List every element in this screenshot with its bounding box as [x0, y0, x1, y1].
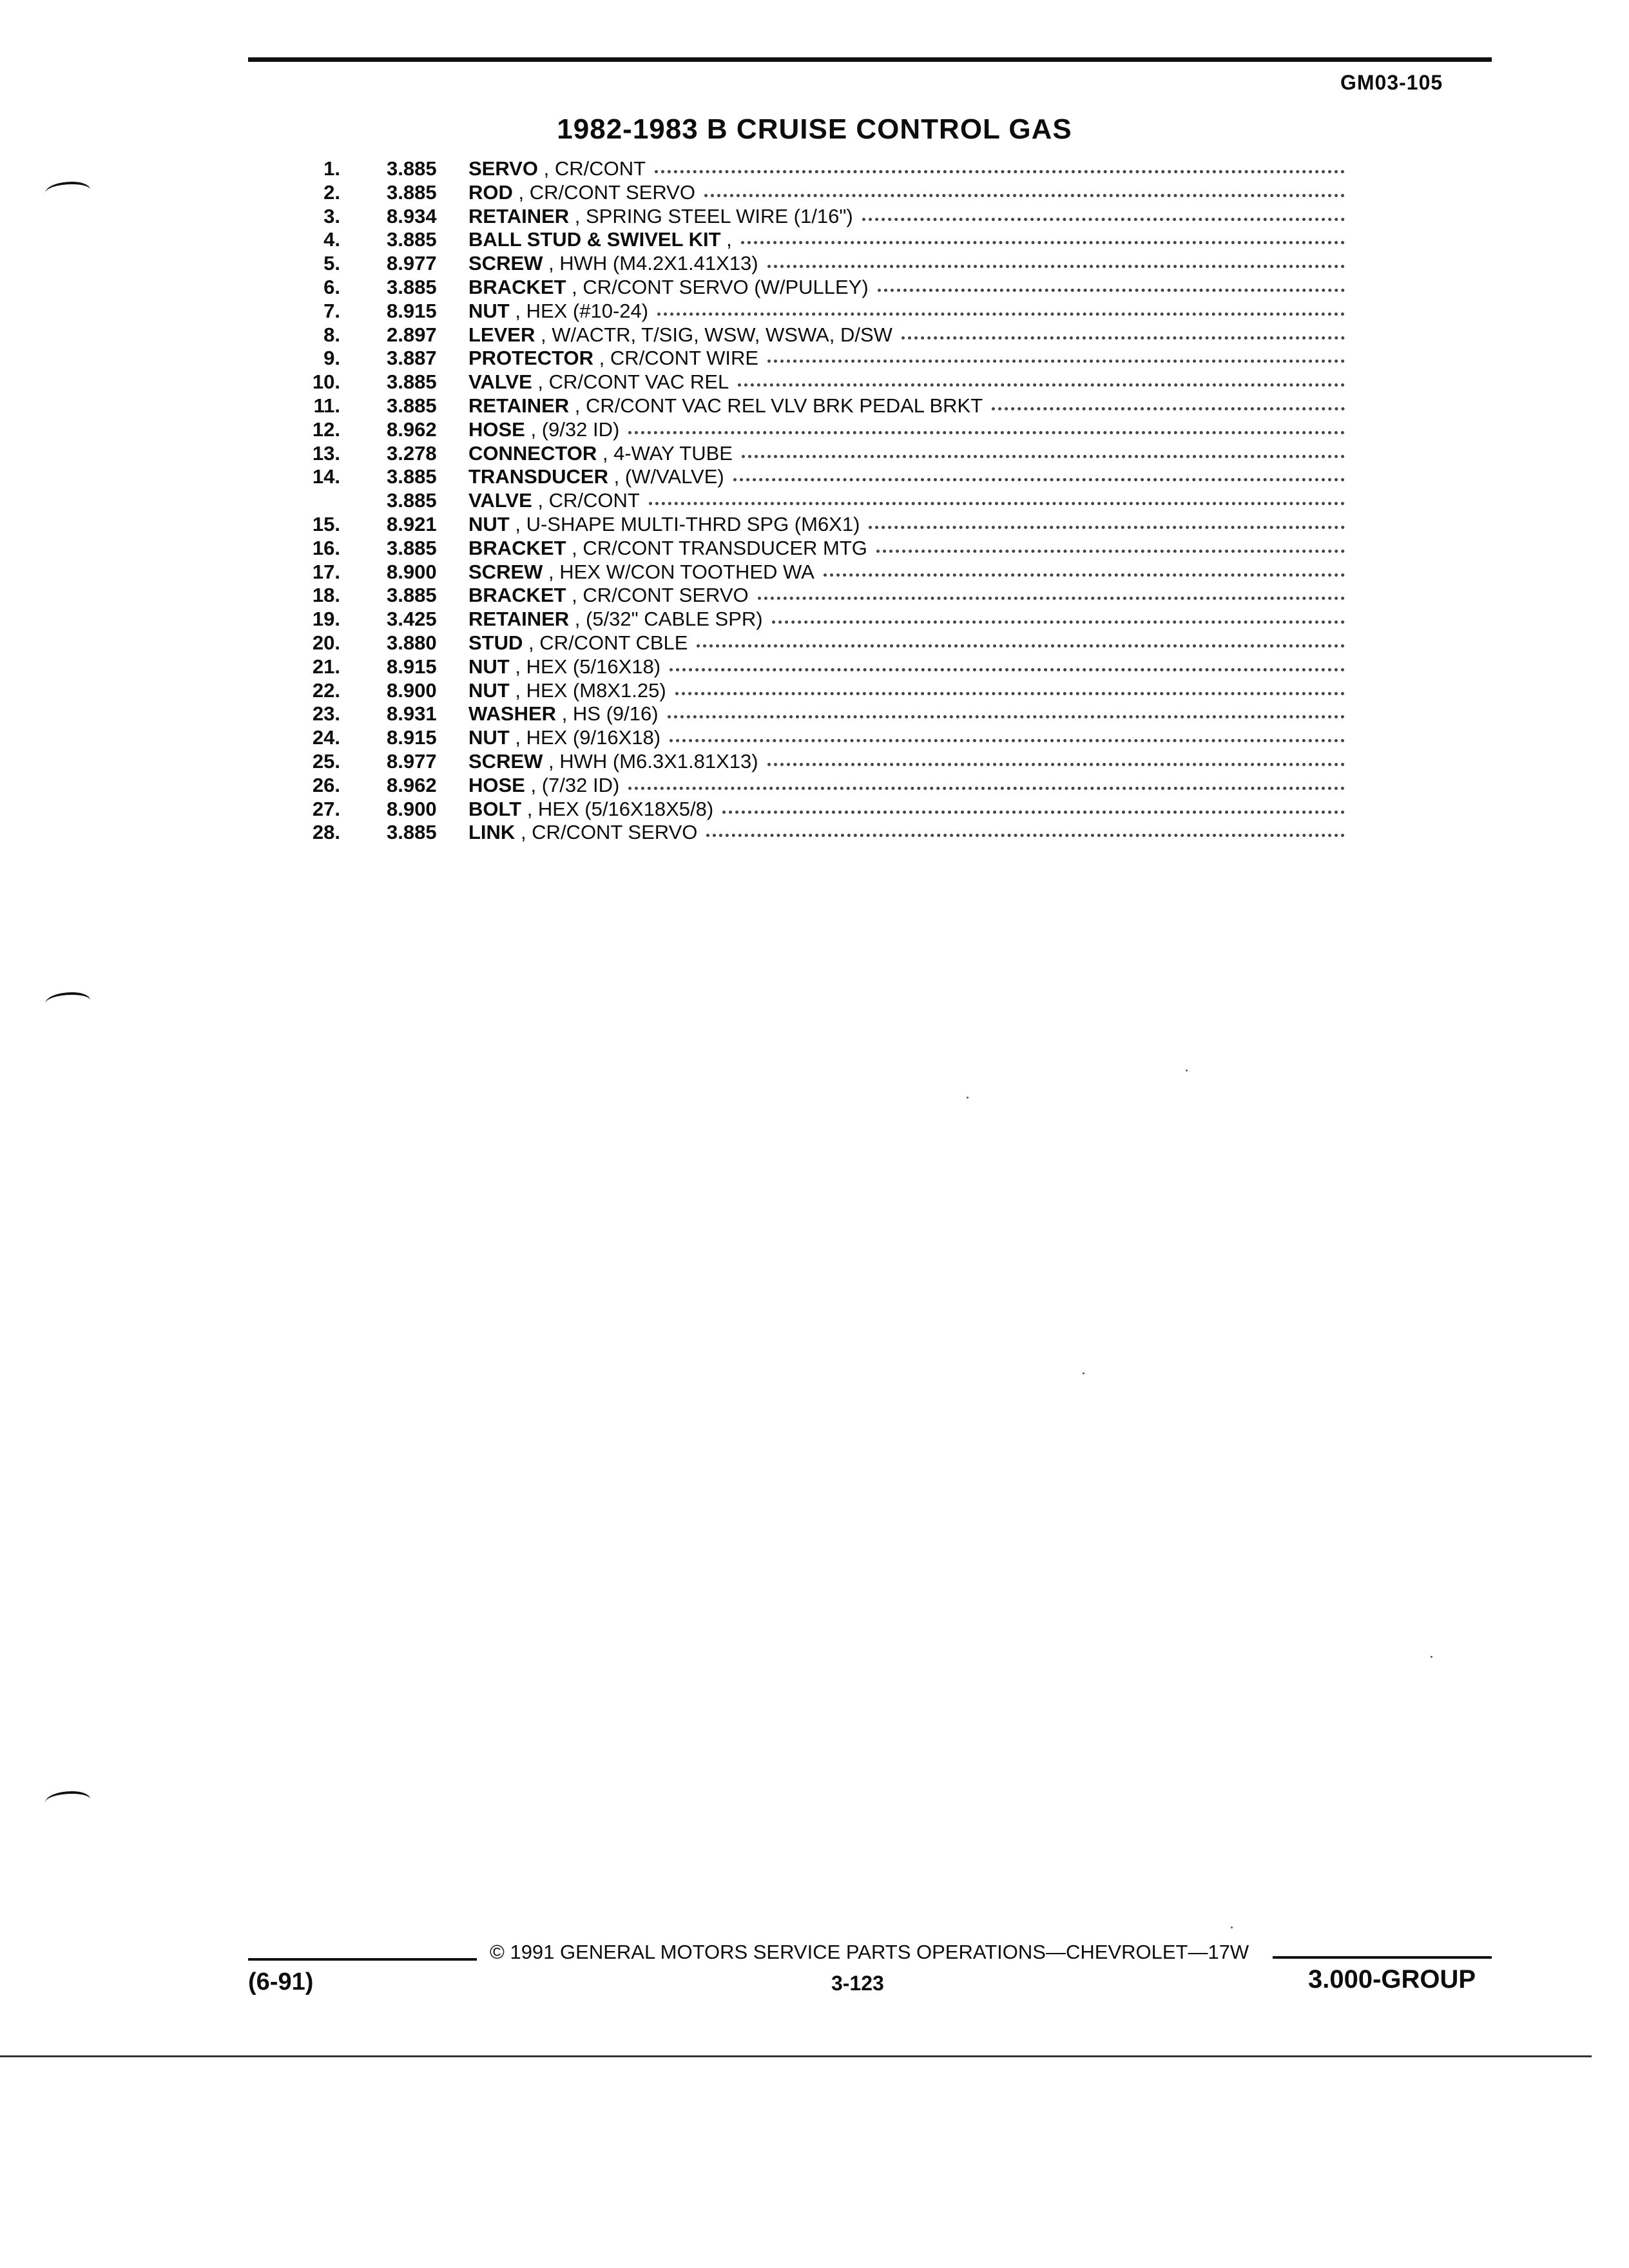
- group-number: 3.278: [387, 441, 437, 465]
- part-detail: HWH (M6.3X1.81X13): [559, 750, 758, 773]
- footer-rule-left: [248, 1958, 477, 1961]
- part-name: ROD: [468, 180, 513, 204]
- group-number: 3.885: [387, 180, 437, 204]
- dot-leader: [862, 205, 1345, 221]
- dot-leader: [628, 418, 1345, 434]
- part-name: RETAINER: [468, 204, 570, 227]
- part-detail: CR/CONT WIRE: [610, 347, 759, 370]
- item-number: 28.: [312, 821, 340, 844]
- separator: ,: [525, 773, 542, 796]
- part-detail: CR/CONT SERVO: [532, 821, 698, 844]
- part-description: [468, 608, 1345, 631]
- part-detail: CR/CONT TRANSDUCER MTG: [583, 536, 867, 559]
- separator: ,: [556, 702, 573, 726]
- item-number: 12.: [312, 418, 340, 441]
- separator: ,: [543, 750, 560, 773]
- part-description: [468, 679, 1345, 702]
- scan-speck: [1186, 1070, 1188, 1072]
- separator: ,: [597, 441, 614, 465]
- list-item: [0, 347, 1629, 370]
- separator: ,: [509, 726, 526, 749]
- part-name: NUT: [468, 513, 510, 535]
- part-detail: HEX (M8X1.25): [526, 678, 666, 702]
- separator: ,: [566, 584, 583, 607]
- dot-leader: [876, 537, 1345, 553]
- separator: ,: [509, 678, 526, 702]
- dot-leader: [649, 489, 1345, 505]
- page-title: 1982-1983 B CRUISE CONTROL GAS: [557, 113, 1072, 145]
- part-description: [468, 702, 1345, 726]
- item-number: 16.: [312, 536, 340, 559]
- dot-leader: [767, 750, 1345, 766]
- part-name: SERVO: [468, 157, 538, 180]
- separator: ,: [543, 560, 560, 583]
- part-description: [468, 537, 1345, 560]
- list-item: [0, 584, 1629, 607]
- part-name: SCREW: [468, 252, 543, 275]
- list-item: [0, 228, 1629, 251]
- group-number: 8.962: [387, 418, 437, 441]
- dot-leader: [869, 513, 1345, 529]
- page-code: GM03-105: [1340, 71, 1443, 94]
- group-number: 8.915: [387, 299, 437, 322]
- part-description: [468, 798, 1345, 821]
- separator: ,: [532, 370, 549, 394]
- separator: ,: [521, 797, 538, 820]
- group-number: 8.900: [387, 678, 437, 702]
- dot-leader: [772, 608, 1345, 624]
- item-number: 3.: [323, 204, 340, 227]
- part-description: [468, 418, 1345, 441]
- group-number: 8.934: [387, 204, 437, 227]
- dot-leader: [742, 442, 1345, 458]
- part-name: STUD: [468, 631, 523, 654]
- part-detail: CR/CONT CBLE: [539, 631, 688, 654]
- part-detail: (5/32" CABLE SPR): [586, 608, 763, 631]
- separator: ,: [523, 631, 540, 654]
- item-number: 4.: [323, 228, 340, 251]
- part-description: [468, 655, 1345, 678]
- item-number: 22.: [312, 678, 340, 702]
- list-item: [0, 323, 1629, 347]
- item-number: 10.: [312, 370, 340, 394]
- separator: ,: [512, 180, 530, 204]
- group-number: 8.915: [387, 726, 437, 749]
- scan-speck: [1431, 1656, 1432, 1658]
- dot-leader: [706, 821, 1345, 837]
- part-name: RETAINER: [468, 608, 570, 631]
- part-name: BOLT: [468, 797, 522, 820]
- dot-leader: [722, 798, 1345, 814]
- part-detail: CR/CONT SERVO: [529, 180, 695, 204]
- part-name: LINK: [468, 821, 516, 844]
- part-name: BALL STUD & SWIVEL KIT: [468, 228, 721, 251]
- part-description: [468, 228, 1345, 251]
- dot-leader: [878, 276, 1345, 292]
- separator: ,: [509, 513, 526, 535]
- binder-hole-mark: [45, 992, 90, 1012]
- part-description: [468, 465, 1345, 488]
- part-description: [468, 347, 1345, 370]
- scan-speck: [967, 1097, 969, 1099]
- part-description: [468, 442, 1345, 465]
- list-item: [0, 418, 1629, 441]
- item-number: 18.: [312, 584, 340, 607]
- part-description: [468, 821, 1345, 844]
- part-name: TRANSDUCER: [468, 465, 608, 488]
- separator: ,: [543, 252, 560, 275]
- group-number: 8.900: [387, 560, 437, 583]
- list-item: [0, 774, 1629, 797]
- group-number: 3.885: [387, 536, 437, 559]
- dot-leader: [733, 465, 1345, 481]
- separator: ,: [566, 276, 583, 298]
- separator: ,: [525, 418, 542, 441]
- part-description: [468, 394, 1345, 418]
- part-detail: W/ACTR, T/SIG, WSW, WSWA, D/SW: [552, 323, 892, 346]
- part-name: BRACKET: [468, 276, 566, 298]
- group-number: 3.885: [387, 228, 437, 251]
- part-name: HOSE: [468, 773, 525, 796]
- part-description: [468, 726, 1345, 749]
- group-number: 3.885: [387, 370, 437, 394]
- group-number: 3.885: [387, 821, 437, 844]
- item-number: 2.: [323, 180, 340, 204]
- part-name: NUT: [468, 655, 510, 678]
- dot-leader: [704, 181, 1345, 197]
- part-name: PROTECTOR: [468, 347, 594, 370]
- part-description: [468, 631, 1345, 655]
- part-detail: SPRING STEEL WIRE (1/16"): [586, 204, 853, 227]
- group-number: 3.885: [387, 276, 437, 298]
- part-name: CONNECTOR: [468, 441, 597, 465]
- item-number: 19.: [312, 608, 340, 631]
- part-description: [468, 181, 1345, 204]
- part-detail: CR/CONT: [554, 157, 646, 180]
- part-name: NUT: [468, 678, 510, 702]
- dot-leader: [741, 228, 1345, 244]
- part-name: RETAINER: [468, 394, 570, 417]
- separator: ,: [535, 323, 552, 346]
- part-name: SCREW: [468, 750, 543, 773]
- list-item: [0, 370, 1629, 394]
- list-item: [0, 537, 1629, 560]
- part-detail: HEX (9/16X18): [526, 726, 661, 749]
- list-item: [0, 513, 1629, 536]
- list-item: [0, 798, 1629, 821]
- part-detail: U-SHAPE MULTI-THRD SPG (M6X1): [526, 513, 860, 535]
- item-number: 11.: [313, 394, 340, 417]
- item-number: 13.: [312, 441, 340, 465]
- scan-speck: [1083, 1372, 1084, 1374]
- item-number: 26.: [312, 773, 340, 796]
- item-number: 17.: [312, 560, 340, 583]
- list-item: [0, 561, 1629, 584]
- part-description: [468, 584, 1345, 607]
- dot-leader: [670, 655, 1345, 671]
- list-item: [0, 252, 1629, 275]
- group-number: 8.915: [387, 655, 437, 678]
- dot-leader: [758, 584, 1345, 600]
- part-name: NUT: [468, 726, 510, 749]
- list-item: [0, 726, 1629, 749]
- dot-leader: [675, 679, 1345, 695]
- item-number: 23.: [312, 702, 340, 726]
- list-item: [0, 465, 1629, 488]
- part-detail: HS (9/16): [572, 702, 659, 726]
- group-number: 3.885: [387, 465, 437, 488]
- list-item: [0, 205, 1629, 228]
- part-detail: HEX (5/16X18): [526, 655, 661, 678]
- separator: ,: [509, 299, 526, 322]
- list-item: [0, 489, 1629, 512]
- part-description: [468, 750, 1345, 773]
- item-number: 7.: [323, 299, 340, 322]
- group-number: 3.885: [387, 157, 437, 180]
- part-detail: (W/VALVE): [624, 465, 724, 488]
- list-item: [0, 157, 1629, 180]
- bottom-rule: [0, 2055, 1592, 2057]
- part-description: [468, 489, 1345, 512]
- item-number: 15.: [312, 513, 340, 535]
- part-name: BRACKET: [468, 536, 566, 559]
- group-number: 8.900: [387, 797, 437, 820]
- list-item: [0, 655, 1629, 678]
- separator: ,: [569, 394, 586, 417]
- list-item: [0, 750, 1629, 773]
- part-name: LEVER: [468, 323, 535, 346]
- list-item: [0, 394, 1629, 418]
- separator: ,: [593, 347, 610, 370]
- part-description: [468, 300, 1345, 323]
- part-description: [468, 370, 1345, 394]
- part-name: VALVE: [468, 370, 532, 394]
- part-detail: HEX (#10-24): [526, 299, 649, 322]
- dot-leader: [901, 323, 1345, 340]
- group-number: 3.425: [387, 608, 437, 631]
- part-name: SCREW: [468, 560, 543, 583]
- part-description: [468, 513, 1345, 536]
- separator: ,: [515, 821, 532, 844]
- group-label: 3.000-GROUP: [1308, 1965, 1476, 1994]
- list-item: [0, 276, 1629, 299]
- group-number: 3.885: [387, 394, 437, 417]
- list-item: [0, 300, 1629, 323]
- group-number: 8.977: [387, 750, 437, 773]
- part-description: [468, 157, 1345, 180]
- group-number: 8.931: [387, 702, 437, 726]
- list-item: [0, 679, 1629, 702]
- list-item: [0, 702, 1629, 726]
- dot-leader: [824, 561, 1345, 577]
- part-detail: CR/CONT SERVO: [583, 584, 749, 607]
- item-number: 9.: [323, 347, 340, 370]
- dot-leader: [767, 347, 1345, 363]
- part-detail: HEX (5/16X18X5/8): [537, 797, 714, 820]
- separator: ,: [569, 608, 586, 631]
- part-detail: CR/CONT: [548, 489, 640, 512]
- revision-date: (6-91): [248, 1968, 314, 1995]
- part-detail: HEX W/CON TOOTHED WA: [559, 560, 815, 583]
- part-description: [468, 276, 1345, 299]
- part-description: [468, 252, 1345, 275]
- page-number: 3-123: [831, 1972, 884, 1995]
- part-detail: 4-WAY TUBE: [613, 441, 733, 465]
- item-number: 14.: [312, 465, 340, 488]
- part-name: NUT: [468, 299, 510, 322]
- part-description: [468, 774, 1345, 797]
- item-number: 21.: [312, 655, 340, 678]
- list-item: [0, 608, 1629, 631]
- part-description: [468, 323, 1345, 347]
- list-item: [0, 181, 1629, 204]
- copyright-notice: © 1991 GENERAL MOTORS SERVICE PARTS OPERATIONS—CHEVROLET—17W: [490, 1941, 1249, 1963]
- separator: ,: [608, 465, 625, 488]
- part-detail: CR/CONT VAC REL: [548, 370, 729, 394]
- group-number: 3.880: [387, 631, 437, 654]
- item-number: 20.: [312, 631, 340, 654]
- part-detail: (7/32 ID): [541, 773, 620, 796]
- separator: ,: [537, 157, 555, 180]
- binder-hole-mark: [45, 1791, 90, 1811]
- part-name: WASHER: [468, 702, 557, 726]
- group-number: 8.921: [387, 513, 437, 535]
- item-number: 1.: [323, 157, 340, 180]
- separator: ,: [566, 536, 583, 559]
- dot-leader: [738, 370, 1345, 387]
- top-rule: [248, 57, 1492, 62]
- dot-leader: [628, 774, 1345, 790]
- group-number: 8.977: [387, 252, 437, 275]
- separator: ,: [569, 204, 586, 227]
- dot-leader: [767, 252, 1345, 268]
- part-description: [468, 205, 1345, 228]
- item-number: 5.: [323, 252, 340, 275]
- item-number: 6.: [323, 276, 340, 298]
- footer-rule-right: [1273, 1956, 1492, 1959]
- dot-leader: [668, 702, 1345, 718]
- item-number: 8.: [323, 323, 340, 346]
- part-detail: CR/CONT VAC REL VLV BRK PEDAL BRKT: [586, 394, 983, 417]
- dot-leader: [657, 300, 1345, 316]
- part-name: BRACKET: [468, 584, 566, 607]
- part-description: [468, 561, 1345, 584]
- dot-leader: [697, 631, 1345, 648]
- part-detail: CR/CONT SERVO (W/PULLEY): [583, 276, 869, 298]
- list-item: [0, 631, 1629, 655]
- part-name: HOSE: [468, 418, 525, 441]
- group-number: 3.887: [387, 347, 437, 370]
- group-number: 8.962: [387, 773, 437, 796]
- item-number: 24.: [312, 726, 340, 749]
- group-number: 3.885: [387, 489, 437, 512]
- part-detail: HWH (M4.2X1.41X13): [559, 252, 758, 275]
- dot-leader: [992, 394, 1345, 410]
- separator: ,: [532, 489, 549, 512]
- part-name: VALVE: [468, 489, 532, 512]
- list-item: [0, 821, 1629, 844]
- item-number: 27.: [312, 797, 340, 820]
- dot-leader: [655, 157, 1345, 173]
- separator: ,: [509, 655, 526, 678]
- scan-speck: [1231, 1927, 1233, 1928]
- part-detail: (9/32 ID): [541, 418, 620, 441]
- group-number: 2.897: [387, 323, 437, 346]
- group-number: 3.885: [387, 584, 437, 607]
- separator: ,: [720, 228, 732, 251]
- list-item: [0, 442, 1629, 465]
- item-number: 25.: [312, 750, 340, 773]
- dot-leader: [670, 726, 1345, 742]
